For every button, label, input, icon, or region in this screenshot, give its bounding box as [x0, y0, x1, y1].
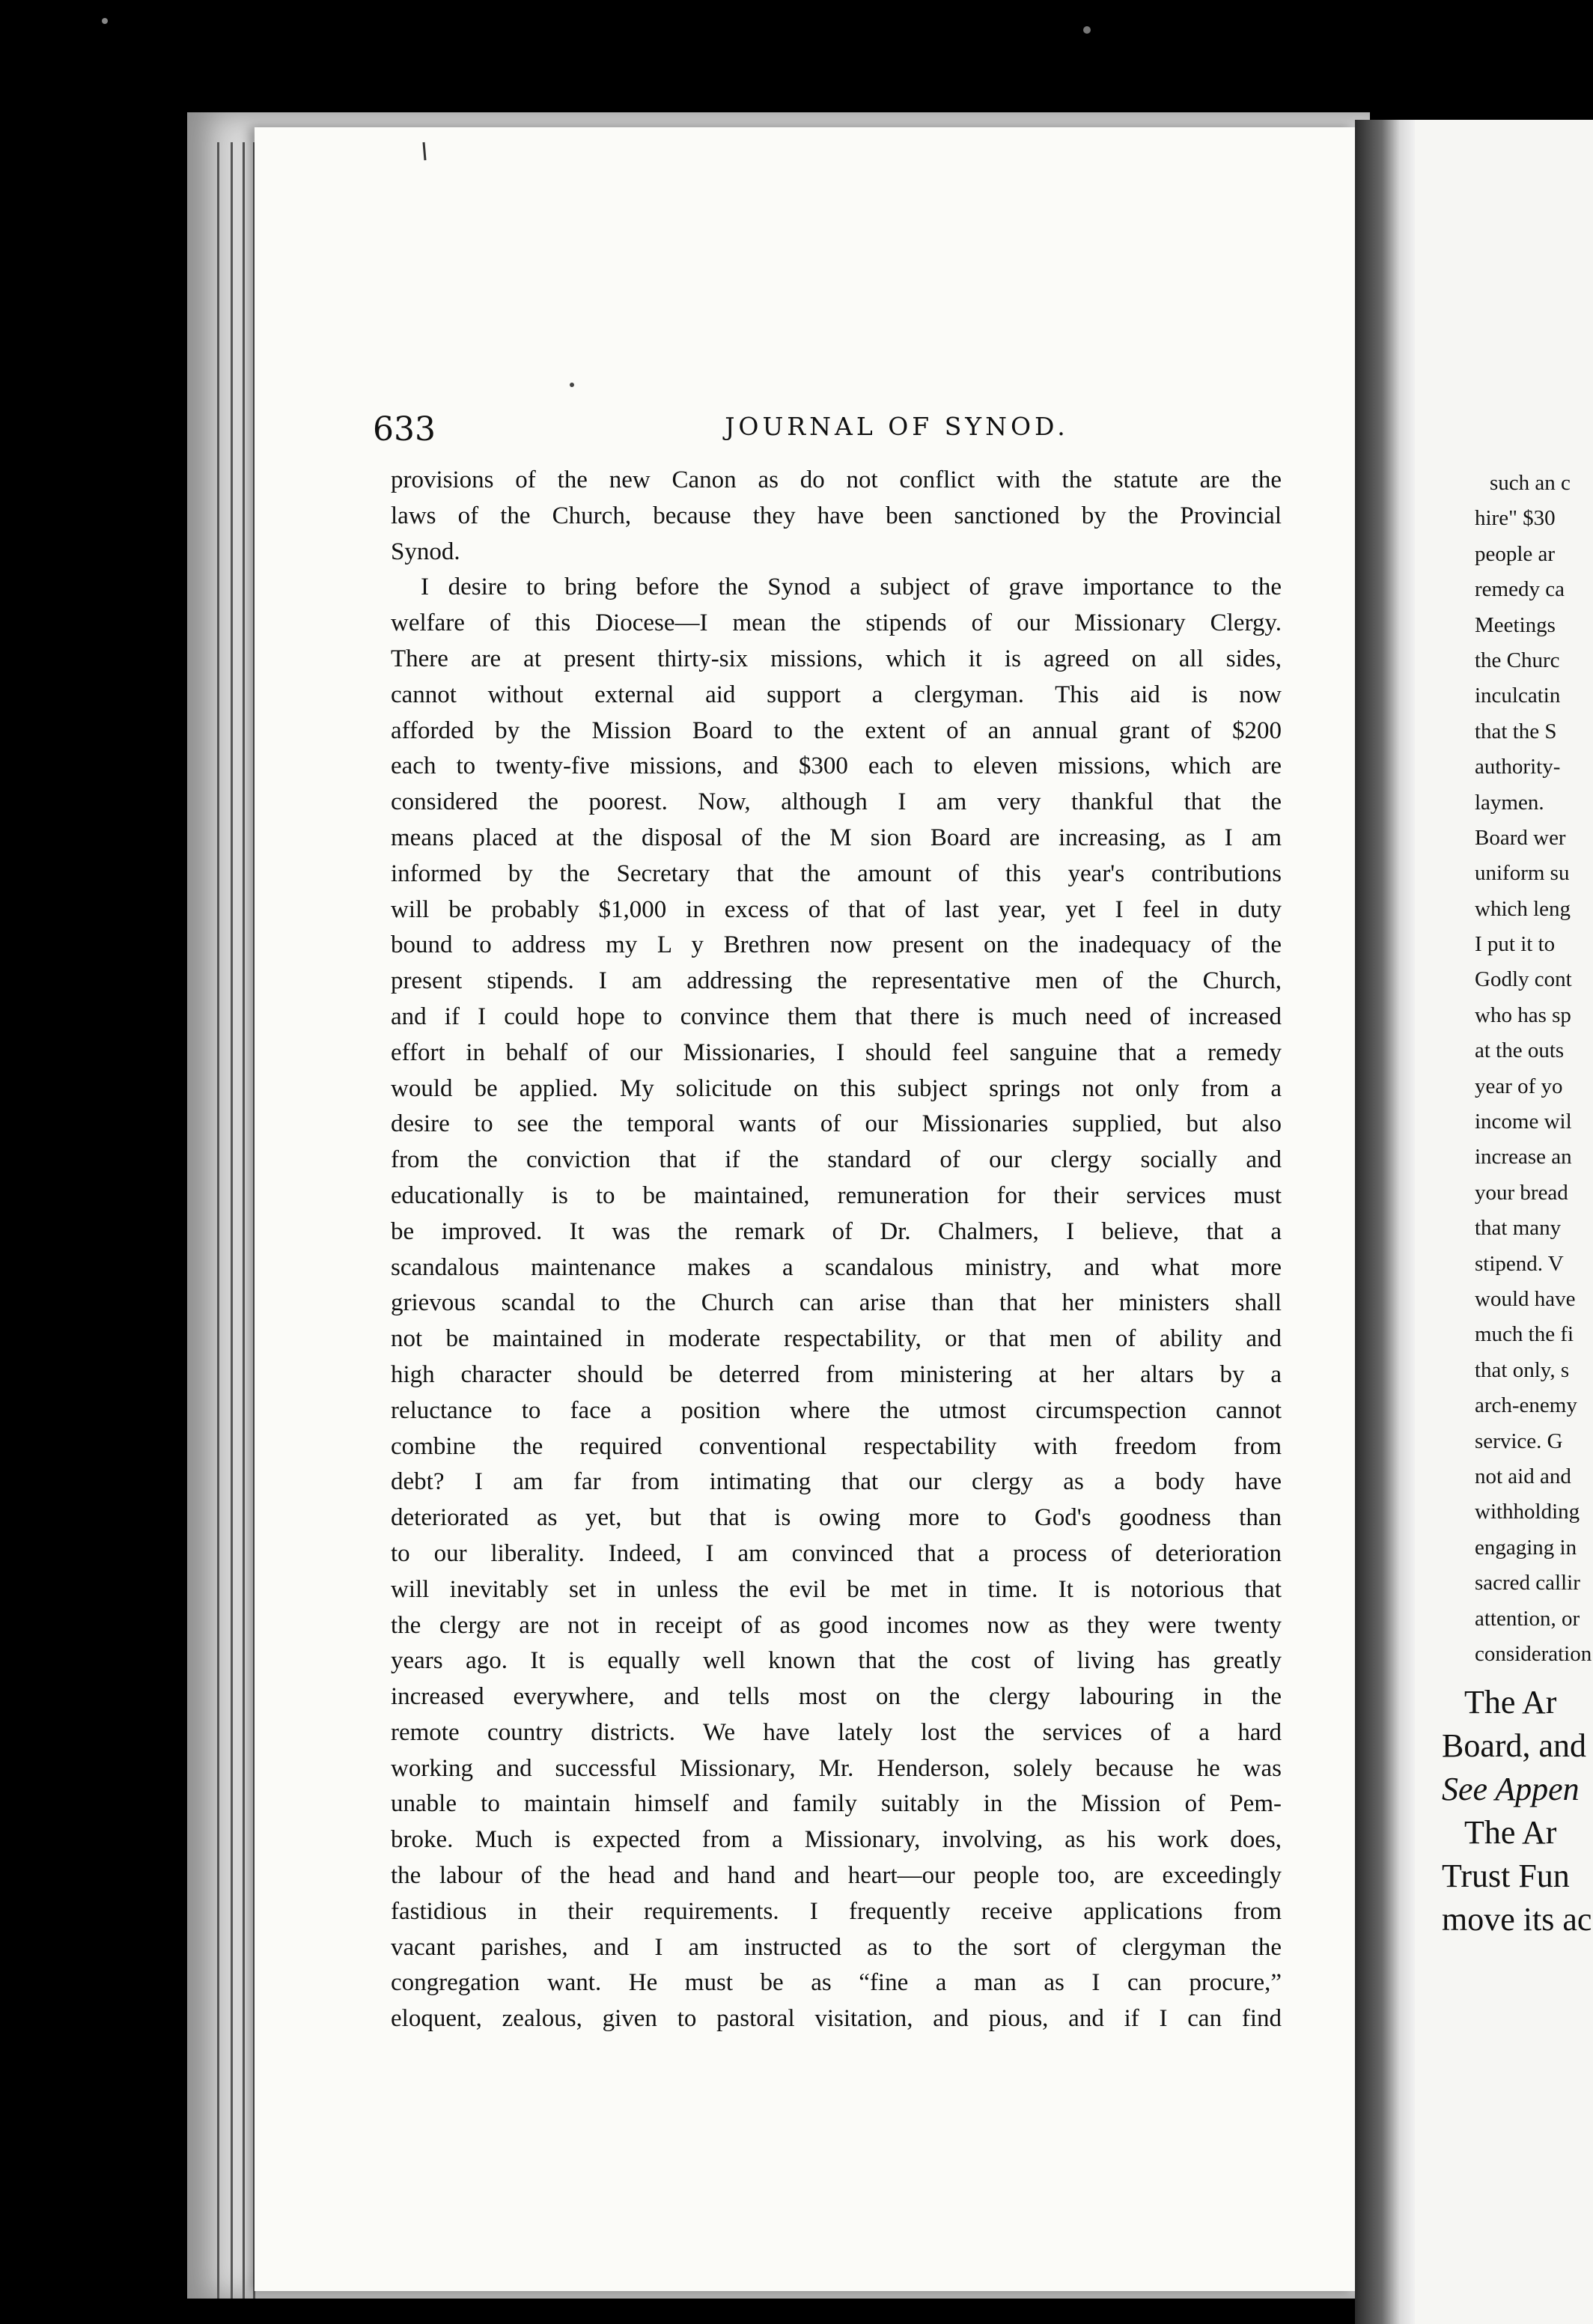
right-page-line: such an c [1490, 471, 1571, 495]
text-line: afforded by the Mission Board to the extent of an annual grant of $200 [391, 717, 1282, 744]
right-page-line: year of yo [1475, 1074, 1563, 1098]
text-line: fastidious in their requirements. I frequently receive applications from [391, 1897, 1282, 1925]
right-page-line: engaging in [1475, 1535, 1577, 1560]
right-page-line: hire" $30 [1475, 506, 1556, 531]
right-page-line: consideration [1475, 1641, 1592, 1666]
right-page-line: withholding [1475, 1500, 1580, 1524]
text-line: congregation want. He must be as “fine a man as I can procure,” [391, 1969, 1282, 1997]
right-page-line: your bread [1475, 1180, 1568, 1205]
text-line: increased everywhere, and tells most on the clergy labouring in the [391, 1683, 1282, 1711]
text-line: desire to see the temporal wants of our Missionaries supplied, but also [391, 1110, 1282, 1138]
text-line: will be probably $1,000 in excess of that of last year, yet I feel in duty [391, 895, 1282, 923]
right-page-large-line: Board, and [1442, 1727, 1587, 1764]
text-line: deteriorated as yet, but that is owing more to God's goodness than [391, 1504, 1282, 1532]
text-line: the clergy are not in receipt of as good incomes now as they were twenty [391, 1611, 1282, 1639]
text-line: each to twenty-five missions, and $300 each to eleven missions, which are [391, 752, 1282, 780]
text-line: informed by the Secretary that the amount of this year's contributions [391, 860, 1282, 887]
right-page-line: inculcatin [1475, 684, 1561, 708]
text-line: not be maintained in moderate respectability, or that men of ability and [391, 1325, 1282, 1353]
right-page-large-line: See Appen [1442, 1771, 1580, 1807]
text-line: would be applied. My solicitude on this subject springs not only from a [391, 1074, 1282, 1102]
text-line: working and successful Missionary, Mr. Henderson, solely because he was [391, 1754, 1282, 1782]
scan-speck [1083, 26, 1091, 34]
right-page-large-line: The Ar [1464, 1814, 1557, 1851]
page-number: 633 [373, 410, 436, 448]
text-line: reluctance to face a position where the utmost circumspection cannot [391, 1396, 1282, 1424]
page-edge-line [243, 142, 245, 2299]
right-page-line: the Churc [1475, 648, 1560, 672]
text-line: and if I could hope to convince them that there is much need of increased [391, 1003, 1282, 1030]
scan-speck [102, 18, 108, 24]
page-edge-line [231, 142, 233, 2299]
right-page-line: attention, or [1475, 1606, 1580, 1631]
text-line: unable to maintain himself and family suitably in the Mission of Pem- [391, 1790, 1282, 1818]
text-line: Synod. [391, 538, 460, 565]
right-page-line: remedy ca [1475, 577, 1565, 602]
right-page-large-line: move its ac [1442, 1901, 1592, 1938]
text-line: scandalous maintenance makes a scandalous ministry, and what more [391, 1253, 1282, 1281]
right-page-large-line: Trust Fun [1442, 1858, 1570, 1894]
text-line: cannot without external aid support a clergyman. This aid is now [391, 681, 1282, 708]
right-page-text [1475, 466, 1592, 1672]
right-page-line: arch-enemy [1475, 1393, 1577, 1418]
text-line: welfare of this Diocese—I mean the stipends of our Missionary Clergy. [391, 609, 1282, 637]
right-page-line: I put it to [1475, 932, 1556, 957]
right-page-line: not aid and [1475, 1464, 1571, 1488]
right-page-line: that only, s [1475, 1357, 1570, 1382]
text-line: to our liberality. Indeed, I am convinced that a process of deterioration [391, 1539, 1282, 1567]
right-page-line: laymen. [1475, 790, 1544, 815]
right-page-line: at the outs [1475, 1038, 1565, 1063]
running-head [373, 410, 1324, 455]
right-page-line: Meetings [1475, 612, 1556, 637]
text-line: vacant parishes, and I am instructed as to the sort of clergyman the [391, 1933, 1282, 1961]
text-line: high character should be deterred from ministering at her altars by a [391, 1360, 1282, 1388]
text-line: provisions of the new Canon as do not conflict with the statute are the [391, 466, 1282, 493]
text-line: from the conviction that if the standard of our clergy socially and [391, 1146, 1282, 1174]
text-line: grievous scandal to the Church can arise than that her ministers shall [391, 1289, 1282, 1317]
text-line: effort in behalf of our Missionaries, I should feel sanguine that a remedy [391, 1038, 1282, 1066]
right-page-line: stipend. V [1475, 1251, 1564, 1276]
right-page-large-text [1442, 1681, 1592, 1941]
right-page-line: sacred callir [1475, 1571, 1580, 1596]
right-page-large-line: The Ar [1464, 1684, 1557, 1721]
right-page-line: which leng [1475, 896, 1571, 921]
text-line: bound to address my L y Brethren now present on the inadequacy of the [391, 931, 1282, 959]
right-page-line: increase an [1475, 1145, 1572, 1169]
right-page-line: people ar [1475, 541, 1556, 566]
right-page-line: uniform su [1475, 861, 1570, 886]
text-line: considered the poorest. Now, although I am very thankful that the [391, 788, 1282, 816]
text-line: eloquent, zealous, given to pastoral visitation, and pious, and if I can find [391, 2005, 1282, 2033]
page-edge-line [217, 142, 219, 2299]
book-gutter [1355, 120, 1415, 2324]
right-page-line: Godly cont [1475, 967, 1572, 992]
text-line: combine the required conventional respectability with freedom from [391, 1432, 1282, 1460]
right-page-line: much the fi [1475, 1322, 1574, 1347]
text-line: broke. Much is expected from a Missionary, involving, as his work does, [391, 1826, 1282, 1854]
right-page-line: that many [1475, 1216, 1562, 1241]
right-page-line: who has sp [1475, 1003, 1571, 1027]
right-page-line: authority- [1475, 755, 1561, 779]
text-line: years ago. It is equally well known that the cost of living has greatly [391, 1647, 1282, 1675]
text-line: the labour of the head and hand and heart—our people too, are exceedingly [391, 1862, 1282, 1890]
text-line: be improved. It was the remark of Dr. Chalmers, I believe, that a [391, 1217, 1282, 1245]
text-line: remote country districts. We have lately lost the services of a hard [391, 1718, 1282, 1746]
text-line: I desire to bring before the Synod a subject of grave importance to the [421, 574, 1282, 601]
right-page-line: income wil [1475, 1110, 1572, 1134]
text-line: debt? I am far from intimating that our clergy as a body have [391, 1468, 1282, 1496]
text-line: There are at present thirty-six missions, which it is agreed on all sides, [391, 645, 1282, 672]
text-line: educationally is to be maintained, remuneration for their services must [391, 1181, 1282, 1209]
right-page-line: Board wer [1475, 825, 1566, 850]
body-text [391, 463, 1282, 2037]
right-page-line: would have [1475, 1286, 1576, 1311]
right-page-line: that the S [1475, 719, 1557, 743]
text-line: laws of the Church, because they have been sanctioned by the Provincial [391, 502, 1282, 529]
journal-title: JOURNAL OF SYNOD. [725, 412, 1069, 441]
text-line: present stipends. I am addressing the representative men of the Church, [391, 967, 1282, 995]
text-line: will inevitably set in unless the evil be met in time. It is notorious that [391, 1575, 1282, 1603]
text-line: means placed at the disposal of the M sion Board are increasing, as I am [391, 824, 1282, 851]
right-page-line: service. G [1475, 1429, 1563, 1453]
